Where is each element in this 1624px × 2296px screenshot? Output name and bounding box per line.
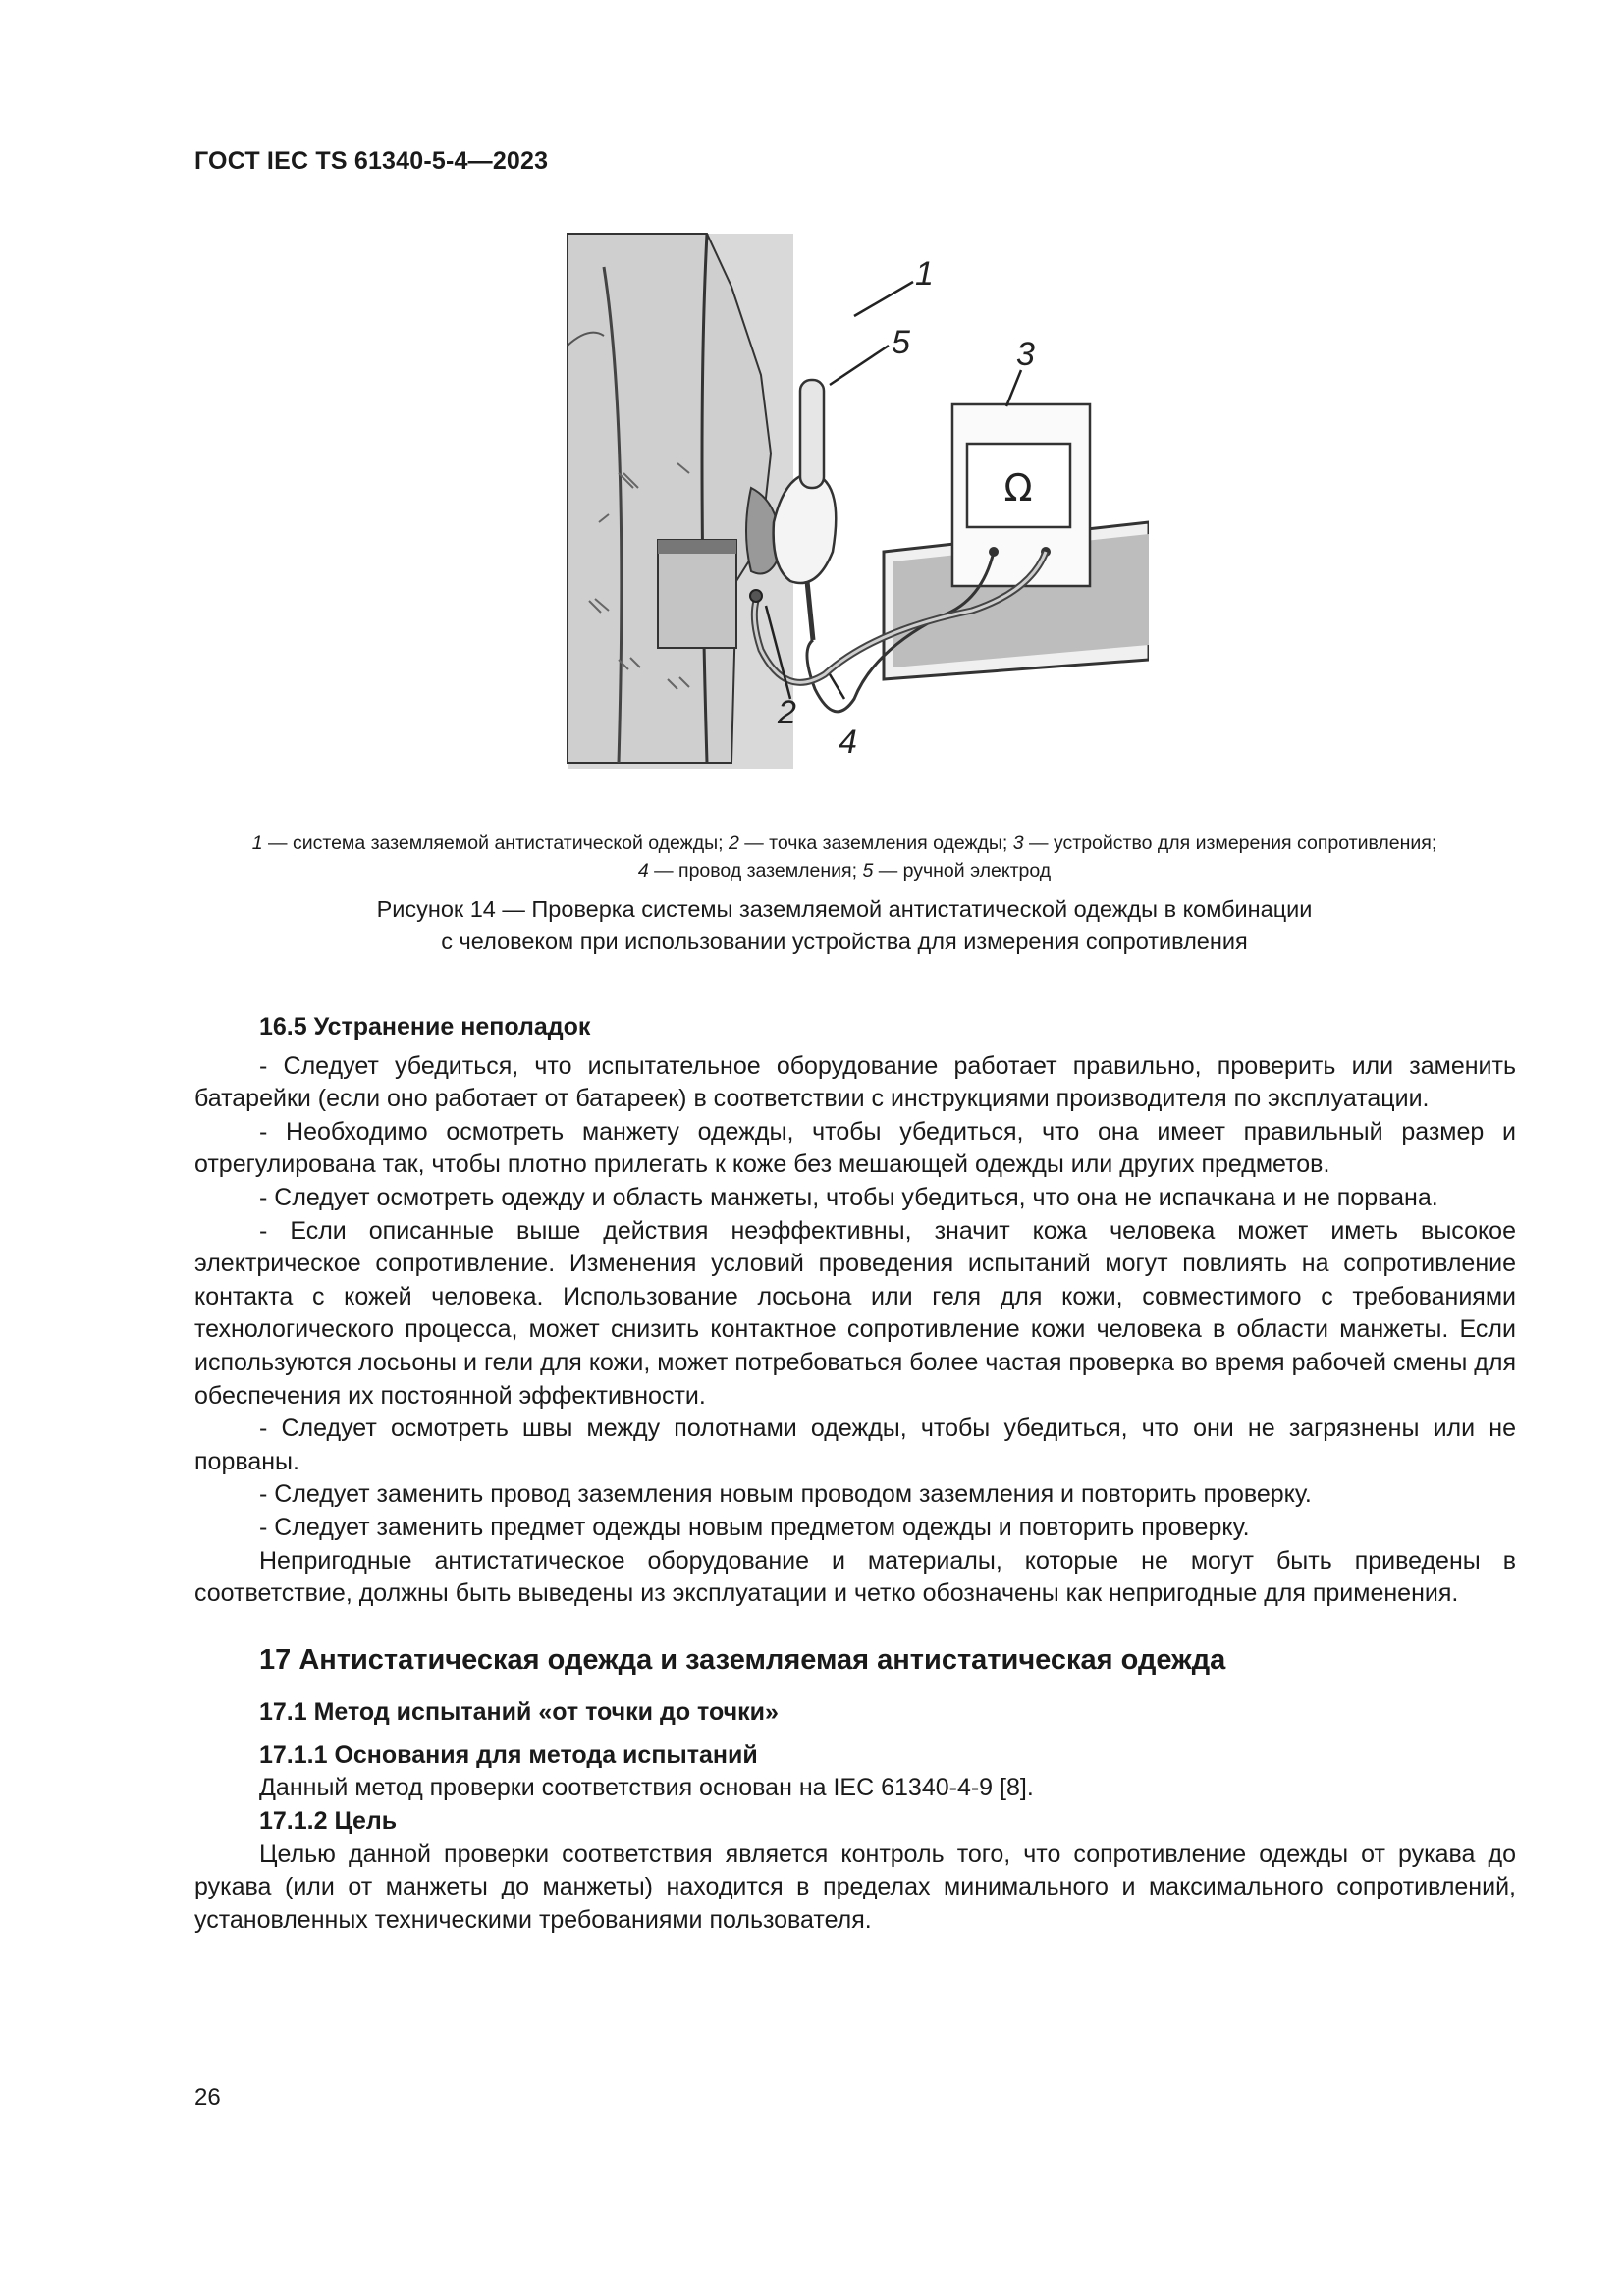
- legend-line-2: 4 — провод заземления; 5 — ручной электрод: [637, 860, 1052, 881]
- callout-2: 2: [778, 694, 796, 731]
- callout-1: 1: [915, 255, 934, 293]
- main-text: [194, 1011, 1516, 1937]
- ohm-symbol: Ω: [1003, 466, 1033, 509]
- leader-line-5: [830, 346, 889, 385]
- legend-line-1: 1 — система заземляемой антистатической одежды; 2 — точка заземления одежды; 3 — устройство для измерения сопротивления;: [251, 832, 1437, 854]
- paragraph: - Следует заменить провод заземления новым проводом заземления и повторить проверку.: [259, 1480, 1312, 1509]
- caption-line-2: с человеком при использовании устройства для измерения сопротивления: [441, 929, 1248, 954]
- figure-legend: [157, 829, 1532, 884]
- callout-5: 5: [892, 324, 910, 361]
- paragraph: Непригодные антистатическое оборудование и материалы, которые не могут быть приведены в соответствие, должны быть выведены из эксплуатации и четко обозначены как непригодные для применения.: [194, 1546, 1516, 1608]
- paragraph: - Следует осмотреть одежду и область манжеты, чтобы убедиться, что она не испачкана и не порвана.: [259, 1183, 1438, 1211]
- paragraph: - Если описанные выше действия неэффективны, значит кожа человека может иметь высокое электрическое сопротивление. Изменения условий проведения испытаний могут повлиять на сопротивление контакта с кожей человека. Использование лосьона или геля для кожи, совместимого с требованиями технологического процесса, может снизить контактное сопротивление кожи человека в области манжеты. Если используются лосьоны и гели для кожи, может потребоваться более частая проверка во время рабочей смены для обеспечения их постоянной эффективности.: [194, 1216, 1516, 1410]
- paragraph: - Следует осмотреть швы между полотнами одежды, чтобы убедиться, что они не загрязнены или не порваны.: [194, 1415, 1516, 1475]
- section-17-title: 17 Антистатическая одежда и заземляемая антистатическая одежда: [259, 1643, 1226, 1676]
- paragraph: - Следует заменить предмет одежды новым предметом одежды и повторить проверку.: [259, 1513, 1250, 1541]
- section-17-1-2-title: 17.1.2 Цель: [259, 1807, 398, 1836]
- caption-line-1: Рисунок 14 — Проверка системы заземляемой антистатической одежды в комбинации: [376, 896, 1313, 922]
- section-16-5-title: 16.5 Устранение неполадок: [259, 1013, 591, 1041]
- leader-line-3: [1006, 370, 1021, 406]
- callout-3: 3: [1016, 336, 1035, 373]
- callout-4: 4: [839, 723, 857, 761]
- paragraph: - Необходимо осмотреть манжету одежды, чтобы убедиться, что она имеет правильный размер и отрегулирована так, чтобы плотно прилегать к коже без мешающей одежды или других предметов.: [194, 1117, 1516, 1179]
- section-17-1-title: 17.1 Метод испытаний «от точки до точки»: [259, 1698, 779, 1727]
- document-header: ГОСТ IEC TS 61340-5-4—2023: [194, 147, 549, 175]
- paragraph: - Следует убедиться, что испытательное оборудование работает правильно, проверить или заменить батарейки (если оно работает от батареек) в соответствии с инструкциями производителя по эксплуатации.: [194, 1051, 1516, 1113]
- leader-line-4: [830, 674, 844, 699]
- figure-caption: [157, 893, 1532, 958]
- section-17-1-2-text: Целью данной проверки соответствия является контроль того, что сопротивление одежды от рукава до рукава (или от манжеты до манжеты) находится в пределах минимального и максимального сопротивлений, установленных техническими требованиями пользователя.: [194, 1840, 1516, 1934]
- page-number: 26: [194, 2084, 221, 2110]
- figure-14-illustration: [560, 228, 1149, 773]
- leader-line-1: [854, 282, 913, 316]
- section-17-1-1-title: 17.1.1 Основания для метода испытаний: [259, 1740, 758, 1769]
- section-17-1-1-text: Данный метод проверки соответствия основан на IEC 61340-4-9 [8].: [259, 1774, 1034, 1802]
